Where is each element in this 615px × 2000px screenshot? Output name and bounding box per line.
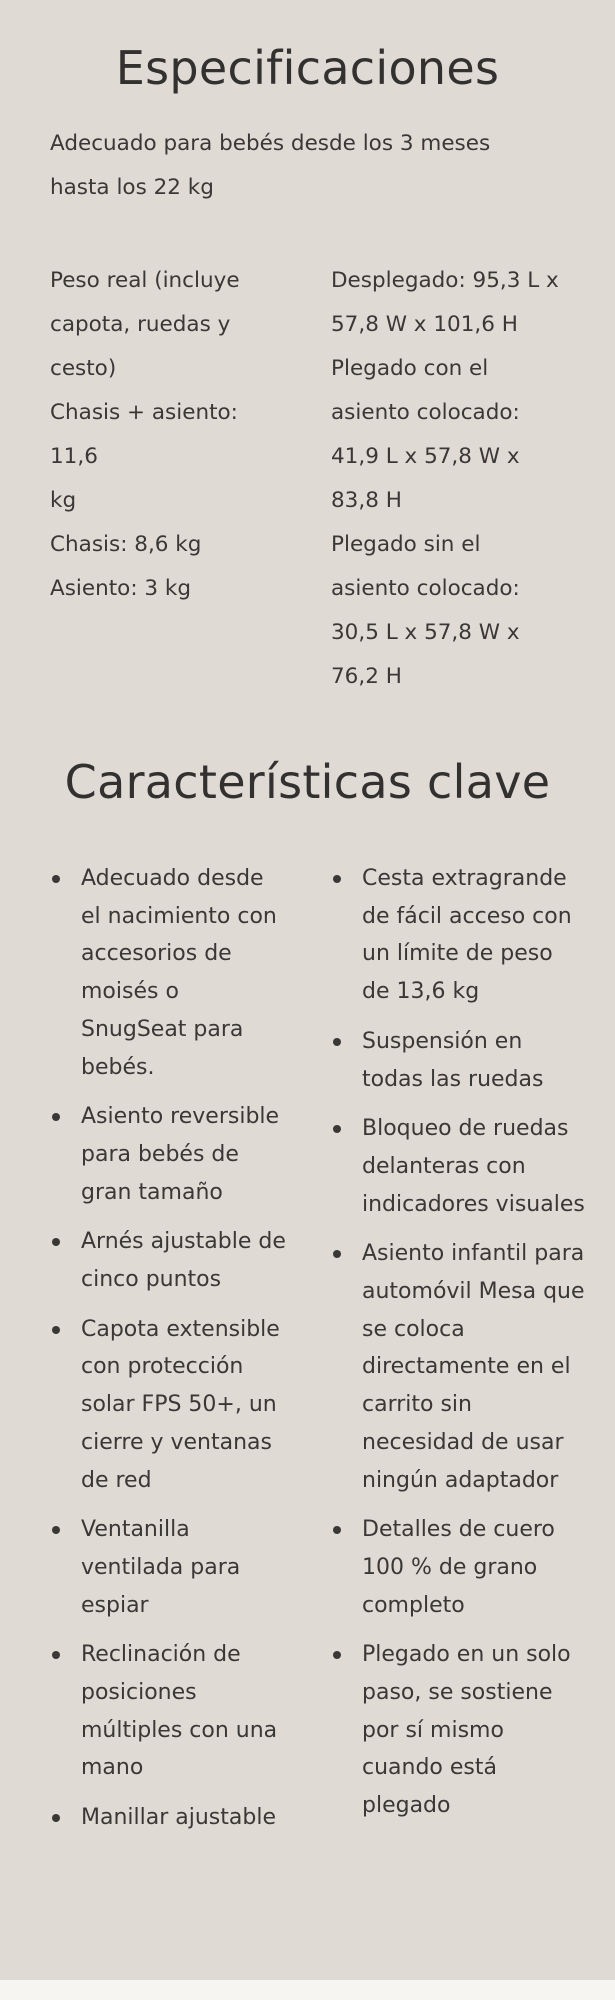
specs-intro	[50, 122, 570, 210]
features-list-right	[331, 860, 586, 1837]
feature-text: Manillar ajustable	[81, 1805, 276, 1831]
feature-item	[50, 1799, 290, 1837]
bullet-icon	[52, 1113, 60, 1121]
dimension-spec-line: 57,8 W x 101,6 H	[331, 312, 518, 337]
bullet-icon	[52, 1814, 60, 1822]
dimension-specs	[331, 259, 581, 699]
feature-text: Arnés ajustable de cinco puntos	[81, 1229, 286, 1293]
feature-item	[50, 860, 290, 1086]
feature-item	[331, 1511, 586, 1624]
feature-text: Ventanilla ventilada para espiar	[81, 1517, 241, 1618]
dimension-spec-line: asiento colocado:	[331, 576, 520, 601]
feature-item	[50, 1636, 290, 1787]
weight-spec-line: Chasis + asiento: 11,6	[50, 400, 238, 469]
feature-item	[50, 1311, 290, 1500]
specs-intro-line: Adecuado para bebés desde los 3 meses	[50, 131, 491, 156]
feature-text: Capota extensible con protección solar FPS 50+, un cierre y ventanas de red	[81, 1316, 280, 1493]
feature-item	[331, 1023, 586, 1098]
weight-specs	[50, 259, 290, 611]
bullet-icon	[52, 1651, 60, 1659]
feature-item	[331, 860, 586, 1011]
feature-item	[331, 1235, 586, 1499]
dimension-spec-line: 30,5 L x 57,8 W x	[331, 620, 520, 645]
feature-text: Adecuado desde el nacimiento con accesorios de moisés o SnugSeat para bebés.	[81, 866, 277, 1080]
bullet-icon	[333, 1038, 341, 1046]
weight-spec-line: Chasis: 8,6 kg	[50, 532, 202, 557]
weight-spec-line: Peso real (incluye	[50, 268, 240, 293]
feature-text: Cesta extragrande de fácil acceso con un límite de peso de 13,6 kg	[362, 866, 572, 1005]
feature-text: Bloqueo de ruedas delanteras con indicadores visuales	[362, 1116, 585, 1217]
bullet-icon	[52, 1326, 60, 1334]
dimension-spec-line: Plegado sin el	[331, 532, 481, 557]
bullet-icon	[52, 1526, 60, 1534]
dimension-spec-line: Plegado con el	[331, 356, 489, 381]
bullet-icon	[333, 1250, 341, 1258]
feature-item	[50, 1098, 290, 1211]
specs-intro-line: hasta los 22 kg	[50, 175, 214, 200]
dimension-spec-line: 41,9 L x 57,8 W x	[331, 444, 520, 469]
dimension-spec-line: Desplegado: 95,3 L x	[331, 268, 559, 293]
weight-spec-line: capota, ruedas y	[50, 312, 231, 337]
features-list-left	[50, 860, 290, 1849]
feature-text: Suspensión en todas las ruedas	[362, 1028, 544, 1092]
feature-text: Plegado en un solo paso, se sostiene por sí mismo cuando está plegado	[362, 1642, 571, 1819]
bullet-icon	[52, 1238, 60, 1246]
specs-title: Especificaciones	[115, 41, 500, 95]
features-title: Características clave	[64, 755, 551, 809]
feature-text: Reclinación de posiciones múltiples con una mano	[81, 1642, 278, 1781]
bullet-icon	[333, 1125, 341, 1133]
bullet-icon	[333, 1651, 341, 1659]
weight-spec-line: kg	[50, 488, 77, 513]
feature-item	[50, 1223, 290, 1298]
bullet-icon	[333, 875, 341, 883]
dimension-spec-line: 83,8 H	[331, 488, 402, 513]
feature-item	[331, 1110, 586, 1223]
bullet-icon	[52, 875, 60, 883]
dimension-spec-line: 76,2 H	[331, 664, 402, 689]
feature-item	[50, 1511, 290, 1624]
weight-spec-line: cesto)	[50, 356, 117, 381]
feature-item	[331, 1636, 586, 1825]
weight-spec-line: Asiento: 3 kg	[50, 576, 192, 601]
feature-text: Detalles de cuero 100 % de grano completo	[362, 1517, 555, 1618]
bullet-icon	[333, 1526, 341, 1534]
dimension-spec-line: asiento colocado:	[331, 400, 520, 425]
feature-text: Asiento reversible para bebés de gran tamaño	[81, 1104, 280, 1205]
feature-text: Asiento infantil para automóvil Mesa que se coloca directamente en el carrito sin necesidad de usar ningún adaptador	[362, 1241, 585, 1493]
